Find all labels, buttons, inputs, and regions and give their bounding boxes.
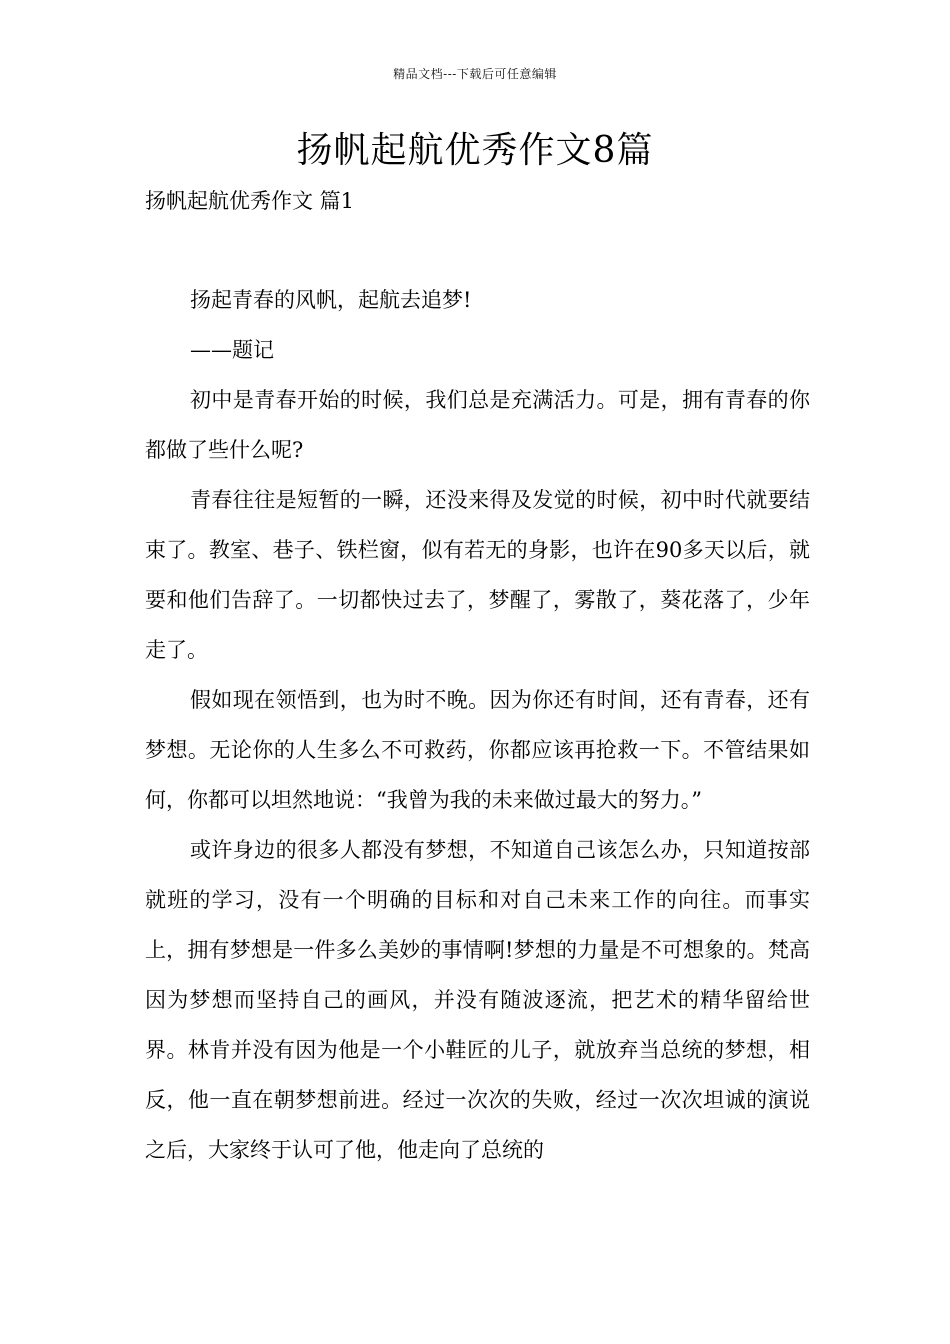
paragraph: 或许身边的很多人都没有梦想，不知道自己该怎么办，只知道按部就班的学习，没有一个明确的目标和对自己未来工作的向往。而事实上，拥有梦想是一件多么美妙的事情啊!梦想的力量是不可想象的。梵高因为梦想而坚持自己的画风，并没有随波逐流，把艺术的精华留给世界。林肯并没有因为他是一个小鞋匠的儿子，就放弃当总统的梦想，相反，他一直在朝梦想前进。经过一次次的失败，经过一次次坦诚的演说之后，大家终于认可了他，他走向了总统的 (145, 838, 810, 1162)
section-heading: 扬帆起航优秀作文 篇1 (145, 189, 355, 213)
paragraph: 初中是青春开始的时候，我们总是充满活力。可是，拥有青春的你都做了些什么呢? (145, 388, 810, 462)
essay-body (145, 275, 810, 1175)
paragraph-epigraph-attribution: ——题记 (190, 338, 274, 362)
paragraph-epigraph: 扬起青春的风帆，起航去追梦! (190, 288, 472, 312)
paragraph: 青春往往是短暂的一瞬，还没来得及发觉的时候，初中时代就要结束了。教室、巷子、铁栏窗，似有若无的身影，也许在90多天以后，就要和他们告辞了。一切都快过去了，梦醒了，雾散了，葵花落了，少年走了。 (145, 488, 810, 662)
paragraph: 假如现在领悟到，也为时不晚。因为你还有时间，还有青春，还有梦想。无论你的人生多么不可救药，你都应该再抢救一下。不管结果如何，你都可以坦然地说：“我曾为我的未来做过最大的努力。” (145, 688, 810, 812)
document-title: 扬帆起航优秀作文8篇 (296, 130, 654, 171)
page-header-note: 精品文档---下载后可任意编辑 (393, 67, 557, 81)
